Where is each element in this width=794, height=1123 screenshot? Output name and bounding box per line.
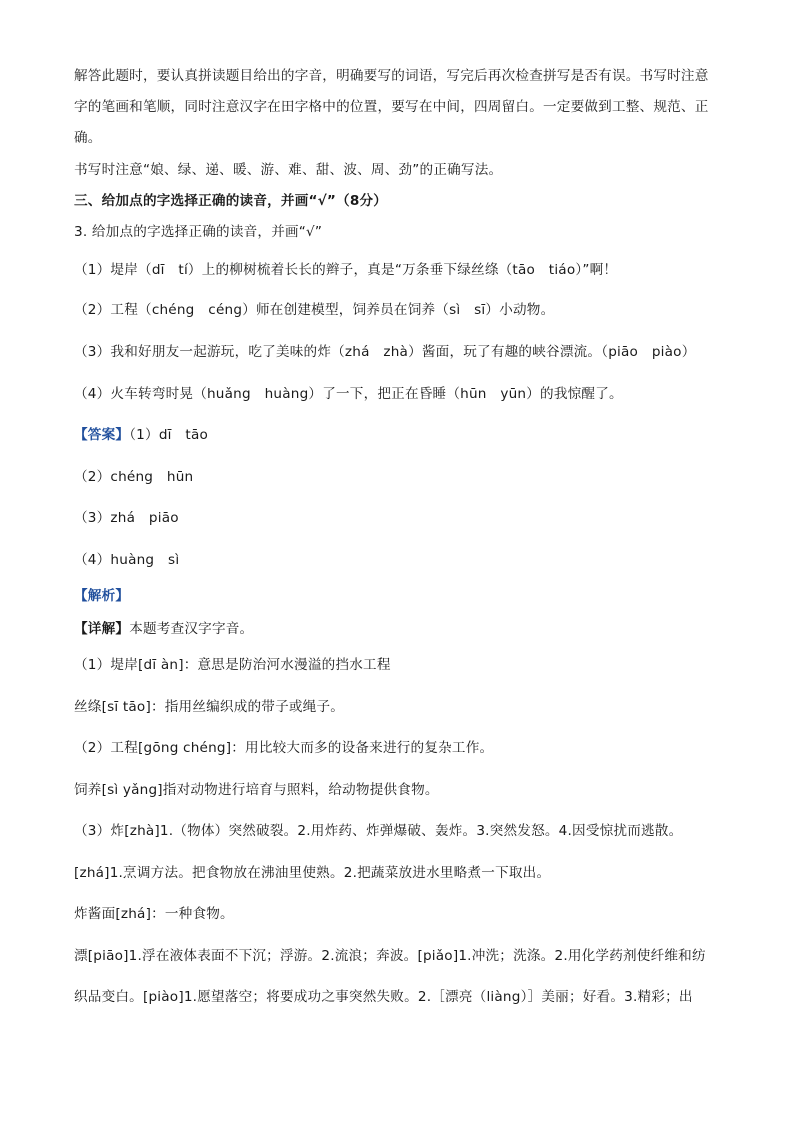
analysis-line-9: 织品变白。[piào]1.愿望落空；将要成功之事突然失败。2.［漂亮（liàng）］美丽；好看。3.精彩；出	[74, 989, 693, 1005]
question-item-4: （4）火车转弯时晃（huǎng huàng）了一下，把正在昏睡（hūn yūn）的我惊醒了。	[74, 386, 623, 402]
answer-label: 【答案】	[74, 427, 130, 443]
analysis-line-1: （1）堤岸[dī àn]：意思是防治河水漫溢的挡水工程	[74, 657, 391, 673]
analysis-line-3: （2）工程[gōng chéng]：用比较大而多的设备来进行的复杂工作。	[74, 740, 494, 756]
analysis-line-2: 丝绦[sī tāo]：指用丝编织成的带子或绳子。	[74, 699, 345, 715]
answer-item-4: （4）huàng sì	[74, 552, 180, 568]
analysis-label: 【解析】	[74, 588, 130, 604]
intro-line-4: 书写时注意“娘、绿、递、暖、游、难、甜、波、周、劲”的正确写法。	[74, 162, 503, 178]
analysis-line-7: 炸酱面[zhá]：一种食物。	[74, 906, 234, 922]
answer-item-3: （3）zhá piāo	[74, 510, 179, 526]
analysis-line-5: （3）炸[zhà]1.（物体）突然破裂。2.用炸药、炸弹爆破、轰炸。3.突然发怒。4.因受惊扰而逃散。	[74, 823, 683, 839]
analysis-line-4: 饲养[sì yǎng]指对动物进行培育与照料，给动物提供食物。	[74, 782, 439, 798]
question-text: 3. 给加点的字选择正确的读音，并画“√”	[74, 224, 323, 240]
question-item-1: （1）堤岸（dī tí）上的柳树梳着长长的辫子，真是“万条垂下绿丝绦（tāo tiáo）”啊！	[74, 262, 618, 278]
question-item-2: （2）工程（chéng céng）师在创建模型，饲养员在饲养（sì sī）小动物。	[74, 302, 555, 318]
intro-line-2: 字的笔画和笔顺，同时注意汉字在田字格中的位置，要写在中间，四周留白。一定要做到工整、规范、正	[74, 99, 709, 115]
analysis-line-6: [zhá]1.烹调方法。把食物放在沸油里使熟。2.把蔬菜放进水里略煮一下取出。	[74, 865, 551, 881]
question-item-3: （3）我和好朋友一起游玩，吃了美味的炸（zhá zhà）酱面，玩了有趣的峡谷漂流。（piāo piào）	[74, 344, 696, 360]
detail-text: 本题考查汉字字音。	[129, 621, 254, 637]
answer-item-2: （2）chéng hūn	[74, 469, 194, 485]
answer-line-1	[74, 425, 208, 445]
analysis-label-line	[74, 586, 129, 606]
intro-line-1: 解答此题时，要认真拼读题目给出的字音，明确要写的词语，写完后再次检查拼写是否有误。书写时注意	[74, 68, 709, 84]
section-heading: 三、给加点的字选择正确的读音，并画“√”（8分）	[74, 193, 388, 209]
detail-line	[74, 619, 253, 639]
detail-label: 【详解】	[74, 621, 130, 637]
answer-item-1: （1）dī tāo	[129, 427, 208, 443]
intro-line-3: 确。	[74, 130, 102, 146]
analysis-line-8: 漂[piāo]1.浮在液体表面不下沉；浮游。2.流浪；奔波。[piǎo]1.冲洗；洗涤。2.用化学药剂使纤维和纺	[74, 948, 706, 964]
